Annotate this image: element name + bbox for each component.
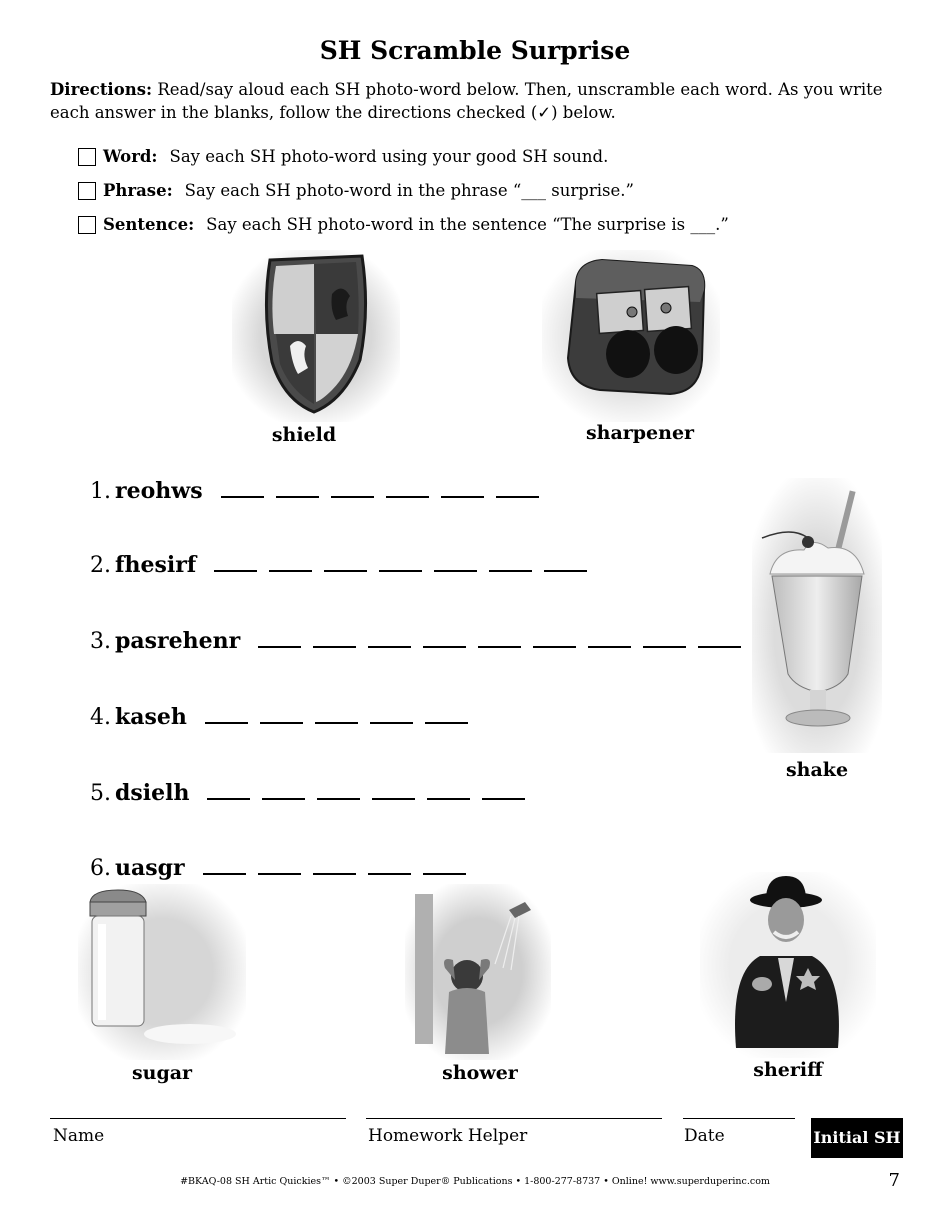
scrambled-word: reohws (115, 478, 203, 504)
question-5 (90, 772, 189, 806)
sharpener-label: sharpener (585, 422, 695, 444)
option-sentence (78, 215, 729, 234)
answer-blank[interactable] (258, 646, 301, 648)
answer-blank[interactable] (496, 496, 539, 498)
directions-text: Read/say aloud each SH photo-word below. Then, unscramble each word. As you write each answer in the blanks, follow the directions checked (✓) below. (50, 80, 883, 122)
question-3 (90, 620, 240, 654)
question-6 (90, 847, 185, 881)
date-label: Date (684, 1126, 725, 1146)
option-text: Say each SH photo-word in the sentence “The surprise is ___.” (206, 215, 729, 234)
question-number: 3. (90, 629, 111, 654)
answer-blank[interactable] (482, 798, 525, 800)
answer-blank[interactable] (372, 798, 415, 800)
answer-blank[interactable] (441, 496, 484, 498)
answer-blank[interactable] (368, 646, 411, 648)
answer-blank[interactable] (207, 798, 250, 800)
shake-label: shake (785, 759, 849, 781)
answer-blank[interactable] (478, 646, 521, 648)
scrambled-word: fhesirf (115, 552, 197, 578)
answer-blank[interactable] (370, 722, 413, 724)
answer-blank[interactable] (423, 873, 466, 875)
answer-blank[interactable] (379, 570, 422, 572)
answer-blank[interactable] (317, 798, 360, 800)
option-label: Phrase: (103, 181, 173, 200)
answer-blank[interactable] (425, 722, 468, 724)
name-label: Name (53, 1126, 105, 1146)
sugar-label: sugar (131, 1062, 193, 1084)
sharpener-picture (542, 250, 720, 422)
answer-blank[interactable] (260, 722, 303, 724)
shower-picture (405, 884, 551, 1060)
answer-blank[interactable] (203, 873, 246, 875)
answer-blank[interactable] (315, 722, 358, 724)
phrase-checkbox[interactable] (78, 182, 96, 200)
answer-blank[interactable] (324, 570, 367, 572)
answer-blank[interactable] (214, 570, 257, 572)
date-line[interactable] (683, 1118, 795, 1119)
answer-blank[interactable] (698, 646, 741, 648)
question-number: 2. (90, 553, 111, 578)
answer-blank[interactable] (262, 798, 305, 800)
answer-blank[interactable] (205, 722, 248, 724)
answer-blank[interactable] (427, 798, 470, 800)
question-number: 6. (90, 856, 111, 881)
helper-line[interactable] (366, 1118, 662, 1119)
directions (50, 78, 900, 124)
sentence-checkbox[interactable] (78, 216, 96, 234)
shield-label: shield (271, 424, 337, 446)
sheriff-label: sheriff (753, 1059, 823, 1081)
helper-label: Homework Helper (368, 1126, 528, 1146)
answer-blank[interactable] (434, 570, 477, 572)
word-checkbox[interactable] (78, 148, 96, 166)
question-number: 5. (90, 781, 111, 806)
answer-blank[interactable] (368, 873, 411, 875)
page-number: 7 (888, 1170, 900, 1191)
answer-blank[interactable] (221, 496, 264, 498)
answer-blank[interactable] (276, 496, 319, 498)
answer-blank[interactable] (269, 570, 312, 572)
footer: #BKAQ-08 SH Artic Quickies™ • ©2003 Super Duper® Publications • 1-800-277-8737 • Online! www.superduperinc.com (180, 1176, 770, 1187)
sheriff-picture (700, 872, 876, 1058)
answer-blank[interactable] (313, 873, 356, 875)
scrambled-word: dsielh (115, 780, 190, 806)
option-word (78, 147, 608, 166)
answer-blank[interactable] (386, 496, 429, 498)
answer-blank[interactable] (313, 646, 356, 648)
page-title: SH Scramble Surprise (319, 36, 631, 65)
shake-picture (752, 478, 882, 753)
directions-label: Directions: (50, 80, 153, 99)
question-2 (90, 544, 196, 578)
option-text: Say each SH photo-word in the phrase “___ surprise.” (184, 181, 634, 200)
name-line[interactable] (50, 1118, 346, 1119)
answer-blank[interactable] (331, 496, 374, 498)
answer-blank[interactable] (643, 646, 686, 648)
answer-blank[interactable] (588, 646, 631, 648)
question-4 (90, 696, 187, 730)
option-label: Word: (103, 147, 158, 166)
question-number: 1. (90, 479, 111, 504)
scrambled-word: uasgr (115, 855, 185, 881)
shower-label: shower (442, 1062, 518, 1084)
scrambled-word: pasrehenr (115, 628, 241, 654)
answer-blank[interactable] (533, 646, 576, 648)
answer-blank[interactable] (258, 873, 301, 875)
initial-sh-badge: Initial SH (811, 1118, 903, 1158)
option-text: Say each SH photo-word using your good SH sound. (169, 147, 609, 166)
answer-blank[interactable] (544, 570, 587, 572)
sugar-picture (78, 884, 246, 1060)
shield-picture (232, 250, 400, 422)
option-phrase (78, 181, 634, 200)
answer-blank[interactable] (423, 646, 466, 648)
option-label: Sentence: (103, 215, 195, 234)
question-number: 4. (90, 705, 111, 730)
question-1 (90, 470, 203, 504)
answer-blank[interactable] (489, 570, 532, 572)
scrambled-word: kaseh (115, 704, 187, 730)
